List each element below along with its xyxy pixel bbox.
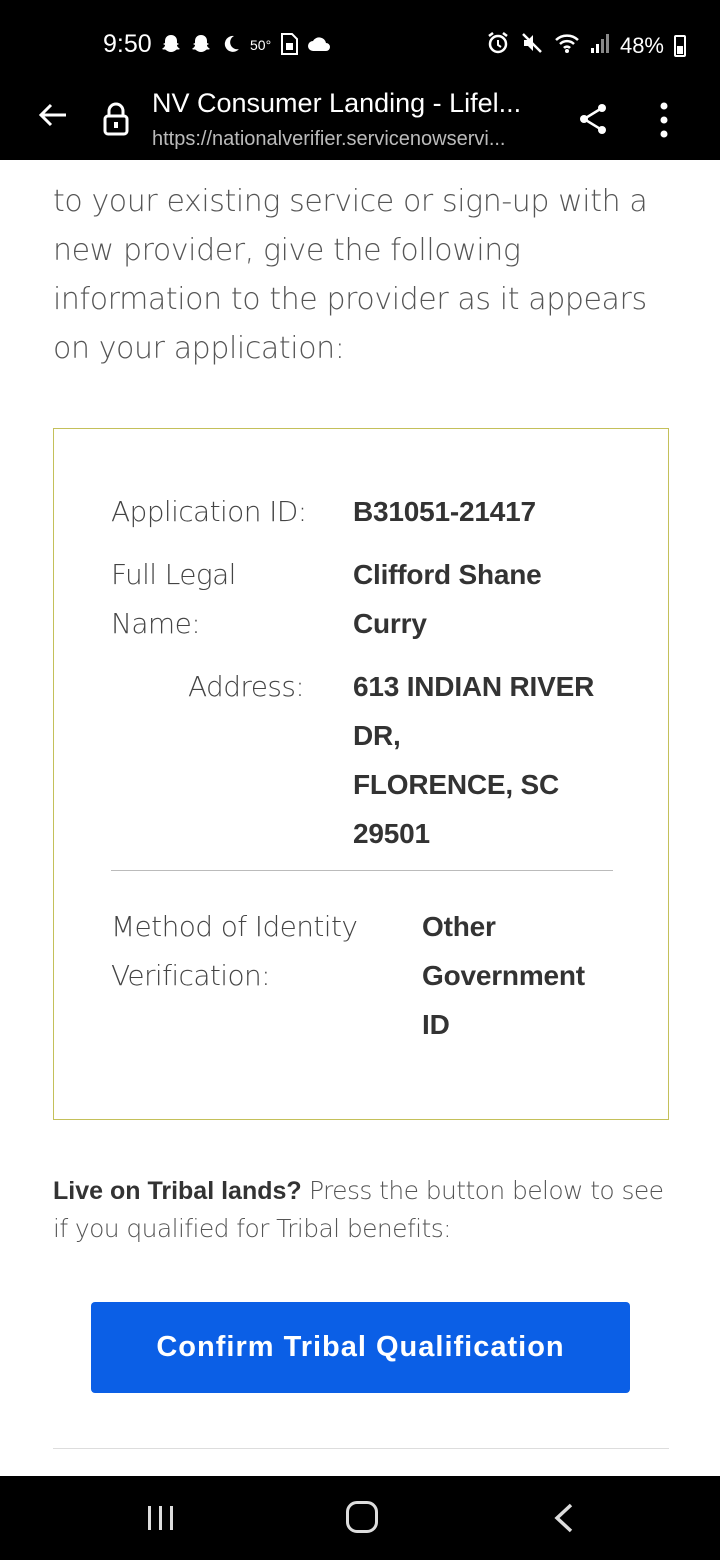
snapchat-icon — [190, 33, 212, 61]
home-icon[interactable] — [346, 1501, 378, 1533]
moon-icon — [220, 33, 242, 61]
address-line3: FLORENCE, SC — [353, 769, 560, 800]
browser-toolbar — [0, 80, 720, 160]
status-icons-right — [486, 31, 686, 61]
page-url[interactable]: https://nationalverifier.servicenowservi... — [152, 128, 506, 150]
full-name-value-line2: Curry — [353, 608, 427, 639]
intro-paragraph: to your existing service or sign-up with a new provider, give the following information to the provider as it appears on your application: — [53, 184, 648, 366]
address-label: Address: — [188, 670, 305, 703]
full-name-label-line1: Full Legal — [111, 558, 236, 591]
verification-method-label-line1: Method of Identity — [111, 910, 358, 943]
tribal-lands-prompt — [53, 1172, 683, 1248]
battery-icon — [674, 35, 686, 57]
share-icon[interactable] — [578, 102, 610, 136]
verification-method-value-line1: Other — [422, 911, 496, 942]
alarm-icon — [486, 31, 510, 61]
nav-back-icon[interactable] — [552, 1502, 576, 1534]
address-line1: 613 INDIAN RIVER — [353, 671, 595, 702]
verification-method-label-line2: Verification: — [111, 959, 270, 992]
battery-percent: 48% — [619, 33, 664, 58]
status-bar — [0, 0, 720, 90]
back-arrow-icon[interactable] — [36, 98, 70, 140]
application-info-box — [53, 428, 669, 1120]
address-line2: DR, — [353, 720, 401, 751]
recent-apps-icon[interactable] — [146, 1504, 176, 1532]
mute-icon — [520, 31, 544, 61]
sim-icon — [279, 33, 299, 61]
temperature: 50° — [250, 37, 272, 53]
wifi-icon — [554, 32, 580, 60]
application-id-label: Application ID: — [111, 495, 307, 528]
info-divider — [111, 870, 613, 871]
status-time: 9:50 — [103, 30, 152, 58]
confirm-tribal-qualification-button[interactable]: Confirm Tribal Qualification — [91, 1302, 630, 1393]
application-id-value: B31051-21417 — [353, 496, 536, 527]
verification-method-value-line3: ID — [422, 1009, 450, 1040]
page-title: NV Consumer Landing - Lifel... — [152, 88, 522, 118]
tribal-lands-question: Live on Tribal lands? — [53, 1177, 302, 1205]
tribal-lands-instructions: Press the button below to see if you qualified for Tribal benefits: — [53, 1176, 664, 1243]
full-name-label-line2: Name: — [111, 607, 201, 640]
signal-icon — [590, 32, 610, 60]
section-divider — [53, 1448, 669, 1449]
verification-method-value-line2: Government — [422, 960, 585, 991]
snapchat-icon — [160, 33, 182, 61]
system-navigation-bar — [0, 1476, 720, 1560]
status-icons-left — [160, 33, 331, 61]
more-options-icon[interactable] — [655, 100, 673, 140]
address-line4: 29501 — [353, 818, 430, 849]
cloud-icon — [307, 35, 331, 59]
lock-icon[interactable] — [103, 102, 129, 136]
full-name-value-line1: Clifford Shane — [353, 559, 542, 590]
